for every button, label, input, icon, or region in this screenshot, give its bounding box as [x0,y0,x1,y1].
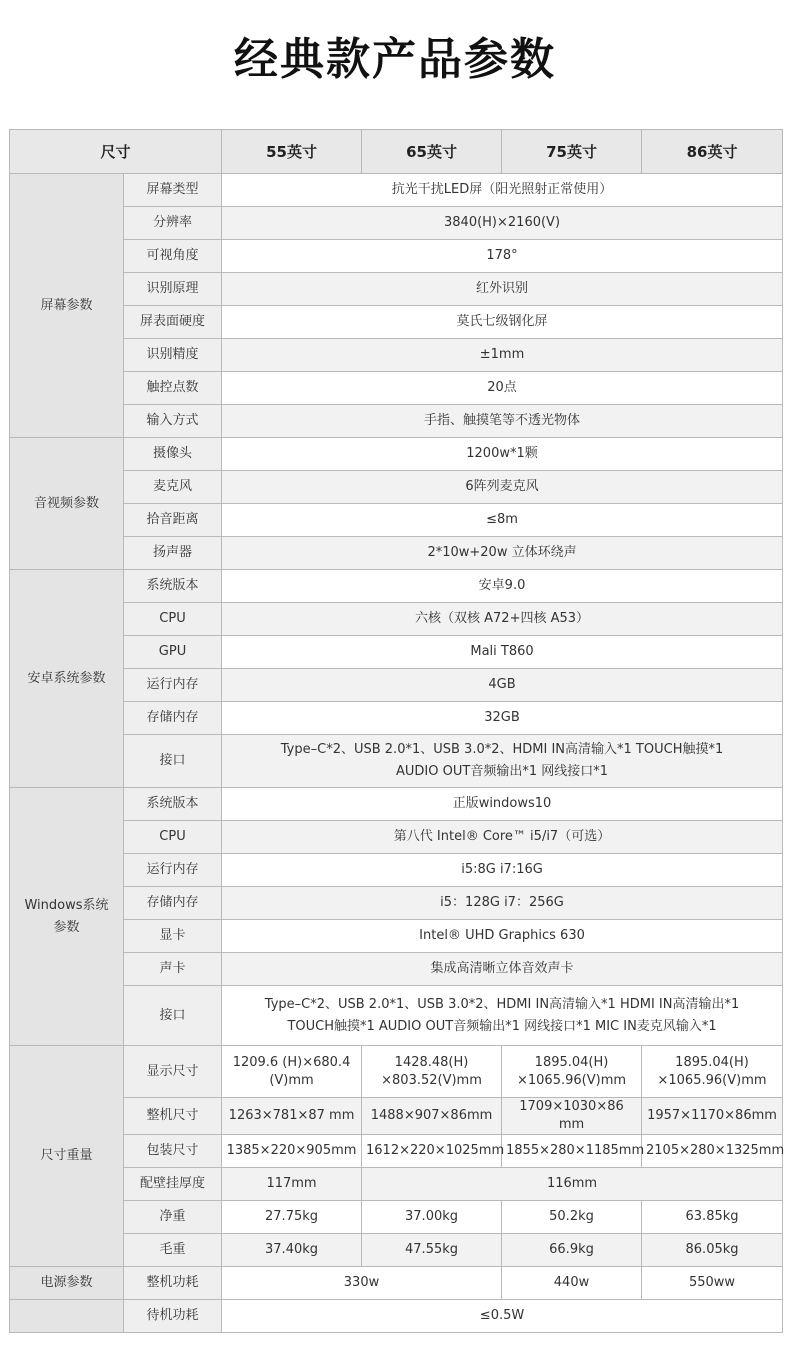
row-value: 1488×907×86mm [362,1098,502,1135]
row-value: 37.40kg [222,1234,362,1267]
value-line: ×1065.96(V)mm [657,1072,767,1088]
row-label: 整机功耗 [124,1267,222,1300]
table-row [10,821,783,854]
row-label: 包装尺寸 [124,1135,222,1168]
table-row [10,1046,783,1098]
row-value: 50.2kg [502,1201,642,1234]
table-row [10,603,783,636]
row-value: 1263×781×87 mm [222,1098,362,1135]
row-value: 红外识别 [222,273,783,306]
row-value: 37.00kg [362,1201,502,1234]
row-value: 117mm [222,1168,362,1201]
value-line: 1895.04(H) [675,1054,749,1070]
row-value: 550ww [642,1267,783,1300]
row-value: ±1mm [222,339,783,372]
table-row [10,1300,783,1333]
value-line: ×803.52(V)mm [381,1072,482,1088]
row-value [502,1046,642,1098]
row-label: 待机功耗 [124,1300,222,1333]
row-label: 存储内存 [124,702,222,735]
category-android: 安卓系统参数 [10,570,124,788]
table-row [10,920,783,953]
row-value: 27.75kg [222,1201,362,1234]
row-label: 拾音距离 [124,504,222,537]
row-value: 第八代 Intel® Core™ i5/i7（可选） [222,821,783,854]
table-row [10,240,783,273]
row-value: 安卓9.0 [222,570,783,603]
table-row [10,669,783,702]
category-power: 电源参数 [10,1267,124,1300]
row-value: Intel® UHD Graphics 630 [222,920,783,953]
value-line: 1428.48(H) [394,1054,469,1070]
row-label: 显示尺寸 [124,1046,222,1098]
row-value: 20点 [222,372,783,405]
table-row [10,854,783,887]
category-dimensions: 尺寸重量 [10,1046,124,1267]
table-row [10,438,783,471]
row-label: 存储内存 [124,887,222,920]
table-row [10,273,783,306]
row-label: 接口 [124,735,222,788]
row-label: 运行内存 [124,854,222,887]
table-row [10,405,783,438]
row-value [362,1046,502,1098]
size-header: 尺寸 [10,130,222,174]
row-label: 运行内存 [124,669,222,702]
header-row [10,130,783,174]
row-value: 1855×280×1185mm [502,1135,642,1168]
table-row [10,471,783,504]
row-value: 178° [222,240,783,273]
row-value [222,986,783,1046]
table-row [10,788,783,821]
row-value: 4GB [222,669,783,702]
table-row [10,306,783,339]
row-value: 2105×280×1325mm [642,1135,783,1168]
row-value: 330w [222,1267,502,1300]
table-row [10,207,783,240]
row-value [222,1046,362,1098]
category-line: Windows系统 [24,897,109,913]
row-value: 1385×220×905mm [222,1135,362,1168]
table-row [10,504,783,537]
table-row [10,1201,783,1234]
row-label: 毛重 [124,1234,222,1267]
row-label: 麦克风 [124,471,222,504]
row-value: i5：128G i7：256G [222,887,783,920]
value-line: (V)mm [269,1072,314,1088]
row-value: 6阵列麦克风 [222,471,783,504]
row-value: 手指、触摸笔等不透光物体 [222,405,783,438]
row-value: 116mm [362,1168,783,1201]
row-value: 440w [502,1267,642,1300]
row-value: 47.55kg [362,1234,502,1267]
value-line: Type–C*2、USB 2.0*1、USB 3.0*2、HDMI IN高清输入*1 HDMI IN高清输出*1 [264,996,740,1012]
row-label: 净重 [124,1201,222,1234]
row-value: 86.05kg [642,1234,783,1267]
row-value: 1200w*1颗 [222,438,783,471]
table-row [10,986,783,1046]
row-value: 正版windows10 [222,788,783,821]
row-value: i5:8G i7:16G [222,854,783,887]
value-line: 1895.04(H) [534,1054,609,1070]
row-value: 1957×1170×86mm [642,1098,783,1135]
row-value: 66.9kg [502,1234,642,1267]
row-label: 显卡 [124,920,222,953]
model-55-header: 55英寸 [222,130,362,174]
table-row [10,339,783,372]
row-label: 识别原理 [124,273,222,306]
row-value: 2*10w+20w 立体环绕声 [222,537,783,570]
row-value: 1709×1030×86 mm [502,1098,642,1135]
row-value: Mali T860 [222,636,783,669]
table-row [10,174,783,207]
row-label: 扬声器 [124,537,222,570]
category-windows [10,788,124,1046]
row-value: ≤0.5W [222,1300,783,1333]
table-row [10,1168,783,1201]
row-label: 分辨率 [124,207,222,240]
row-label: CPU [124,603,222,636]
row-value: 集成高清晰立体音效声卡 [222,953,783,986]
table-row [10,570,783,603]
category-screen: 屏幕参数 [10,174,124,438]
category-line: 参数 [53,919,80,935]
row-label: GPU [124,636,222,669]
row-value [222,735,783,788]
row-label: 配壁挂厚度 [124,1168,222,1201]
row-label: 整机尺寸 [124,1098,222,1135]
table-row [10,735,783,788]
model-86-header: 86英寸 [642,130,783,174]
row-value: 抗光干扰LED屏（阳光照射正常使用） [222,174,783,207]
category-av: 音视频参数 [10,438,124,570]
row-value: 3840(H)×2160(V) [222,207,783,240]
row-label: 摄像头 [124,438,222,471]
row-value: 32GB [222,702,783,735]
table-row [10,537,783,570]
row-value: ≤8m [222,504,783,537]
model-75-header: 75英寸 [502,130,642,174]
value-line: TOUCH触摸*1 AUDIO OUT音频输出*1 网线接口*1 MIC IN麦克风输入*1 [287,1018,717,1034]
table-row [10,1098,783,1135]
row-label: 识别精度 [124,339,222,372]
row-label: 屏幕类型 [124,174,222,207]
value-line: AUDIO OUT音频输出*1 网线接口*1 [396,764,608,779]
row-label: 输入方式 [124,405,222,438]
value-line: 1209.6 (H)×680.4 [232,1054,351,1070]
row-value [642,1046,783,1098]
row-label: 声卡 [124,953,222,986]
row-label: 屏表面硬度 [124,306,222,339]
row-label: CPU [124,821,222,854]
table-row [10,372,783,405]
spec-table [9,129,783,1333]
table-row [10,1267,783,1300]
row-label: 系统版本 [124,570,222,603]
category-power-empty [10,1300,124,1333]
row-label: 接口 [124,986,222,1046]
table-row [10,1234,783,1267]
table-row [10,1135,783,1168]
row-value: 莫氏七级钢化屏 [222,306,783,339]
row-value: 六核（双核 A72+四核 A53） [222,603,783,636]
table-row [10,636,783,669]
row-value: 63.85kg [642,1201,783,1234]
row-label: 触控点数 [124,372,222,405]
table-row [10,953,783,986]
model-65-header: 65英寸 [362,130,502,174]
row-label: 系统版本 [124,788,222,821]
value-line: Type–C*2、USB 2.0*1、USB 3.0*2、HDMI IN高清输入*1 TOUCH触摸*1 [280,742,724,757]
table-row [10,887,783,920]
page-title: 经典款产品参数 [234,34,556,85]
row-label: 可视角度 [124,240,222,273]
value-line: ×1065.96(V)mm [517,1072,627,1088]
row-value: 1612×220×1025mm [362,1135,502,1168]
table-row [10,702,783,735]
